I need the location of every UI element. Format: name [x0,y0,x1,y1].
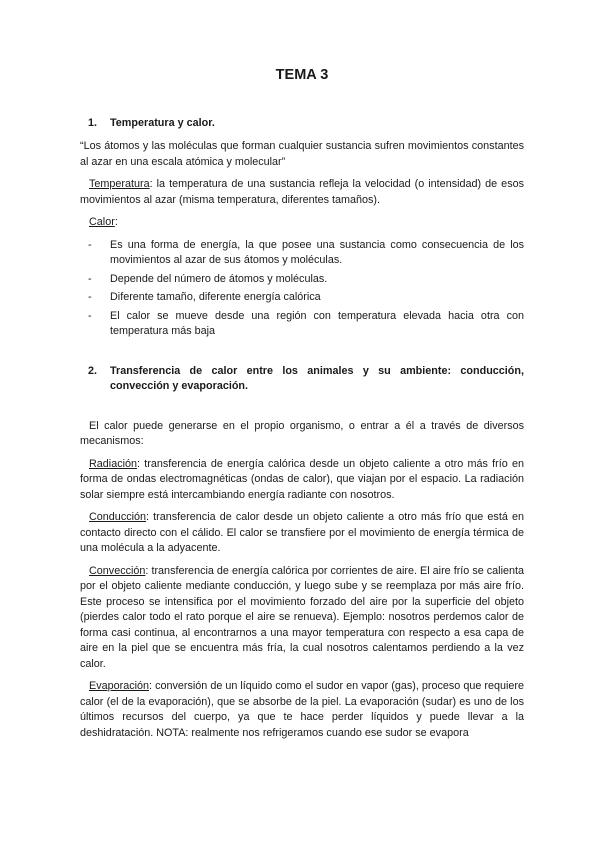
radiacion-text: : transferencia de energía calórica desde un objeto caliente a otro más frío en forma de ondas electromagnéticas (ondas de calor), que viajan por el espacio. La radiación solar siempre está intercambiando energía radiante con nosotros. [80,457,524,501]
list-item [80,238,524,269]
list-item [80,290,524,306]
calor-paragraph [80,215,524,231]
bullet-dash: - [88,291,92,303]
conduccion-text: : transferencia de calor desde un objeto caliente a otro más frío que está en contacto directo con el cálido. El calor se transfiere por el movimiento de energía térmica de una molécula a la adyacente. [80,511,524,554]
list-item [80,272,524,288]
bullet-dash: - [88,272,92,285]
bullet-dash: - [88,309,92,322]
calor-colon: : [114,216,118,228]
evaporacion-text: : conversión de un líquido como el sudor en vapor (gas), proceso que requiere calor (el de la evaporación), que se absorbe de la piel. La evaporación (sudar) es uno de los últimos recursos del cuerpo, ya que te hace perder líquidos y puede llevar a la deshidratación. NOTA: realmente nos refrigeramos cuando ese sudor se evapora [80,680,524,739]
temperatura-text: : la temperatura de una sustancia refleja la velocidad (o intensidad) de esos movimientos al azar (misma temperatura, diferentes tamaños). [80,178,524,206]
conveccion-term: Convección [89,564,146,577]
temperatura-term: Temperatura [89,178,150,190]
conveccion-paragraph [80,564,524,673]
conduccion-paragraph [80,510,524,557]
section-1-heading [80,116,524,132]
section-2-number: 2. [88,364,98,377]
document-title: TEMA 3 [275,67,329,83]
section-2-title: Transferencia de calor entre los animales y su ambiente: conducción, convección y evaporación. [110,364,524,392]
calor-term: Calor [89,216,115,228]
quote-paragraph: “Los átomos y las moléculas que forman cualquier sustancia sufren movimientos constantes al azar en una escala atómica y molecular” [80,140,524,168]
list-item-text: Diferente tamaño, diferente energía calórica [110,291,321,303]
radiacion-paragraph [80,457,524,504]
section-2-heading [80,364,524,395]
section-1-title: Temperatura y calor. [110,116,215,129]
list-item-text: Depende del número de átomos y moléculas. [110,272,328,285]
section-1-number: 1. [88,116,98,129]
conduccion-term: Conducción [89,511,147,523]
list-item-text: Es una forma de energía, la que posee una sustancia como consecuencia de los movimientos al azar de sus átomos y moléculas. [110,238,524,266]
evaporacion-term: Evaporación [89,680,150,692]
conveccion-text: : transferencia de energía calórica por corrientes de aire. El aire frío se calienta por el objeto caliente mediante conducción, y luego sube y se reemplaza por más aire frío. Este proceso se intensifica por el movimiento forzado del aire por la superficie del objeto (pierdes calor todo el rato porque el aire se renueva). Ejemplo: nosotros perdemos calor de forma casi continua, al encontrarnos a una mayor temperatura con respecto a esa capa de aire en la piel que se encuentra más fría, la cual nosotros calentamos perdiendo a la vez calor. [80,564,524,670]
intro-paragraph: El calor puede generarse en el propio organismo, o entrar a él a través de diversos mecanismos: [80,419,524,447]
radiacion-term: Radiación [89,457,138,470]
temperatura-paragraph [80,177,524,208]
calor-bullet-list [80,238,524,340]
evaporacion-paragraph [80,679,524,741]
list-item-text: El calor se mueve desde una región con temperatura elevada hacia otra con temperatura más baja [110,309,524,337]
bullet-dash: - [88,238,92,251]
list-item [80,309,524,340]
